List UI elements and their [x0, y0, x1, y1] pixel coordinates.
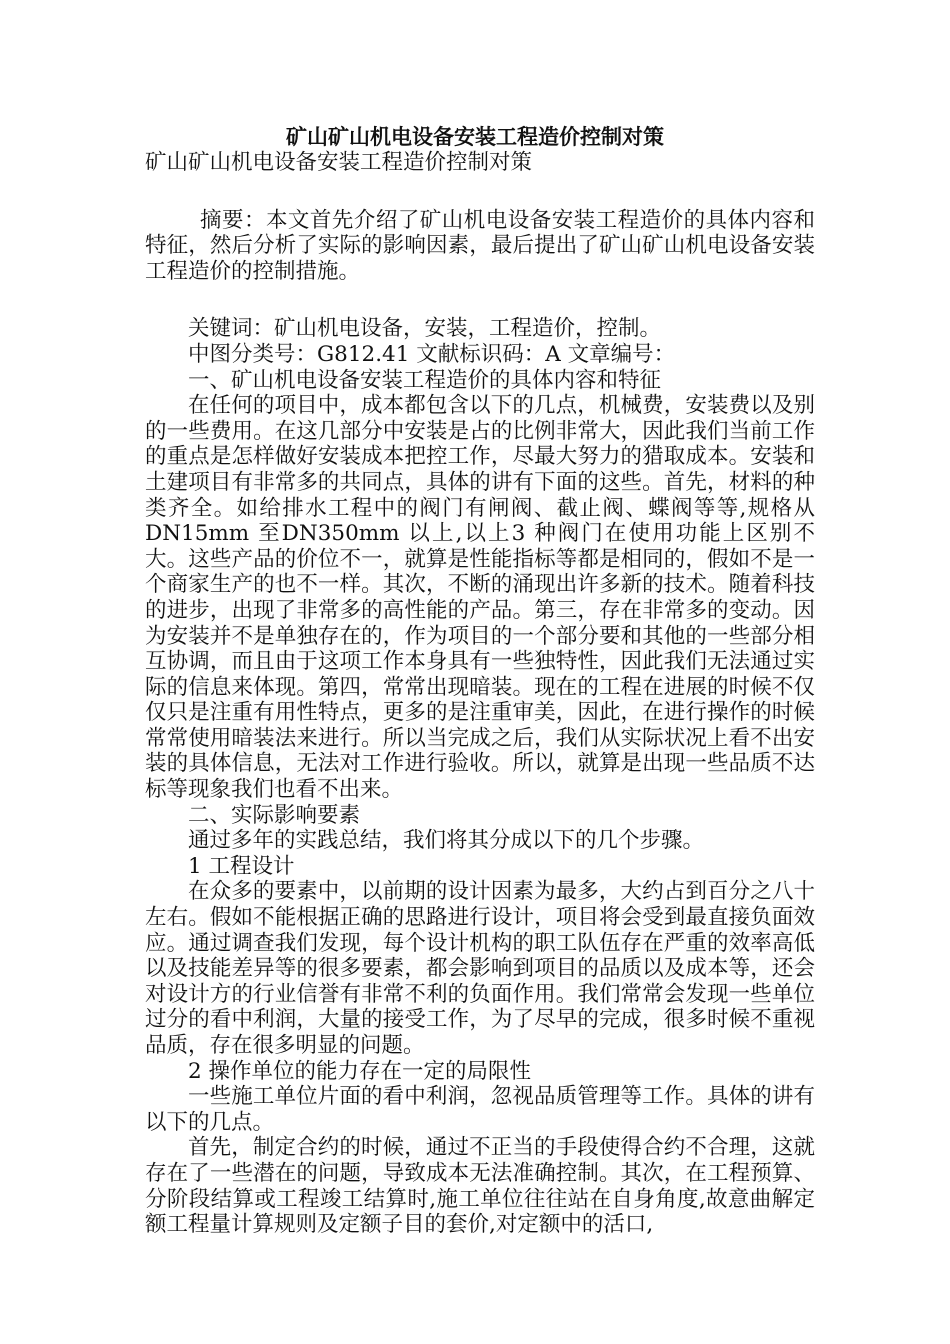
spacer	[145, 176, 815, 208]
section-1-heading: 一、矿山机电设备安装工程造价的具体内容和特征	[188, 367, 662, 393]
subsection-2-heading: 2 操作单位的能力存在一定的局限性	[188, 1058, 532, 1084]
spacer	[145, 284, 815, 316]
subtitle: 矿山矿山机电设备安装工程造价控制对策	[145, 150, 533, 175]
document-body	[145, 150, 815, 1238]
abstract-paragraph: 摘要：本文首先介绍了矿山机电设备安装工程造价的具体内容和特征，然后分析了实际的影响因素，最后提出了矿山矿山机电设备安装工程造价的控制措施。	[145, 207, 815, 284]
subsection-1-heading: 1 工程设计	[188, 853, 295, 879]
classification-line: 中图分类号：G812.41 文献标识码：A 文章编号：	[188, 341, 676, 367]
keywords-line: 关键词：矿山机电设备，安装，工程造价，控制。	[188, 316, 662, 342]
section-2-intro: 通过多年的实践总结，我们将其分成以下的几个步骤。	[188, 828, 705, 854]
section-1-paragraph: 在任何的项目中，成本都包含以下的几点，机械费，安装费以及别的一些费用。在这几部分中安装是占的比例非常大，因此我们当前工作的重点是怎样做好安装成本把控工作，尽最大努力的猎取成本。安装和土建项目有非常多的共同点，具体的讲有下面的这些。首先，材料的种类齐全。如给排水工程中的阀门有闸阀、截止阀、蝶阀等等,规格从DN15mm 至DN350mm 以上,以上3 种阀门在使用功能上区别不大。这些产品的价位不一，就算是性能指标等都是相同的，假如不是一个商家生产的也不一样。其次，不断的涌现出许多新的技术。随着科技的进步，出现了非常多的高性能的产品。第三，存在非常多的变动。因为安装并不是单独存在的，作为项目的一个部分要和其他的一些部分相互协调，而且由于这项工作本身具有一些独特性，因此我们无法通过实际的信息来体现。第四，常常出现暗装。现在的工程在进展的时候不仅仅只是注重有用性特点，更多的是注重审美，因此，在进行操作的时候常常使用暗装法来进行。所以当完成之后，我们从实际状况上看不出安装的具体信息，无法对工作进行验收。所以，就算是出现一些品质不达标等现象我们也看不出来。	[145, 393, 815, 803]
subsection-1-paragraph: 在众多的要素中，以前期的设计因素为最多，大约占到百分之八十左右。假如不能根据正确的思路进行设计，项目将会受到最直接负面效应。通过调查我们发现，每个设计机构的职工队伍存在严重的效率高低以及技能差异等的很多要素，都会影响到项目的品质以及成本等，还会对设计方的行业信誉有非常不利的负面作用。我们常常会发现一些单位过分的看中利润，大量的接受工作，为了尽早的完成，很多时候不重视品质，存在很多明显的问题。	[145, 879, 815, 1058]
subsection-2-paragraph-1: 一些施工单位片面的看中利润，忽视品质管理等工作。具体的讲有以下的几点。	[145, 1084, 815, 1135]
section-2-heading: 二、实际影响要素	[188, 802, 361, 828]
document-title: 矿山矿山机电设备安装工程造价控制对策	[286, 124, 664, 149]
subsection-2-paragraph-2: 首先，制定合约的时候，通过不正当的手段使得合约不合理，这就存在了一些潜在的问题，导致成本无法准确控制。其次，在工程预算、分阶段结算或工程竣工结算时,施工单位往往站在自身角度,故意曲解定额工程量计算规则及定额子目的套价,对定额中的活口,	[145, 1135, 815, 1238]
